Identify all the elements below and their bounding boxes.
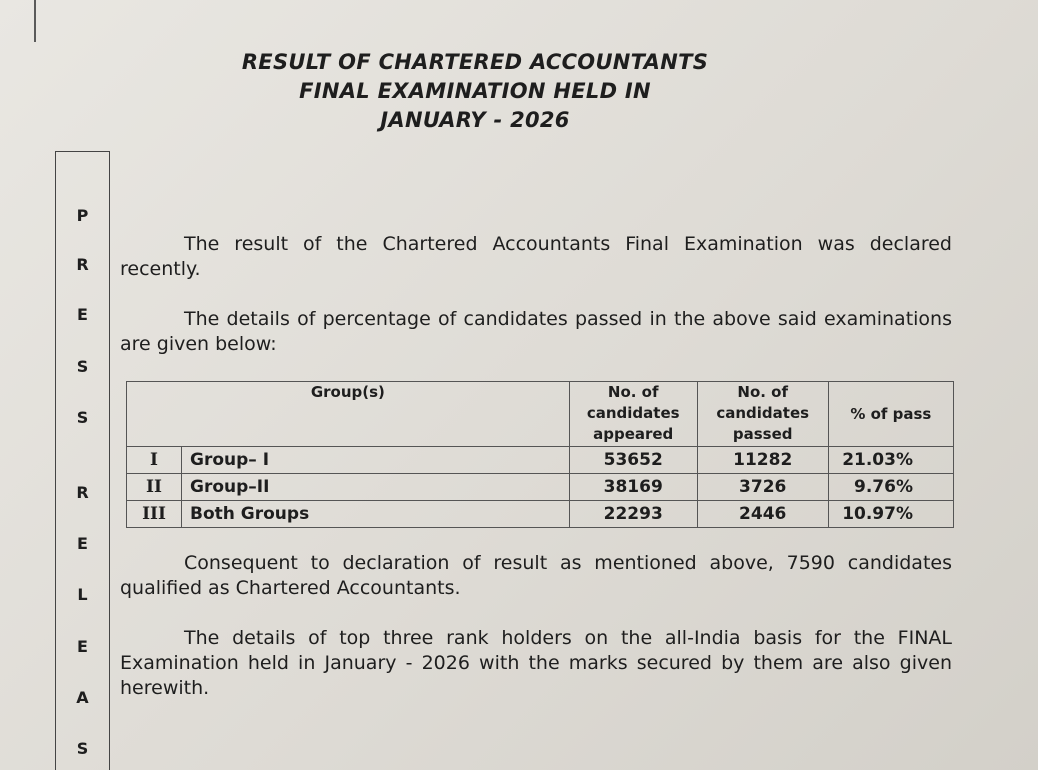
row-appeared: 53652 <box>569 447 697 474</box>
paragraph-text: The details of top three rank holders on the all-India basis for the FINAL Examination held in January - 2026 with the marks secured by them are also given herewith. <box>120 627 952 699</box>
title-line-2: FINAL EXAMINATION HELD IN <box>299 79 651 103</box>
paragraph-result-declared <box>120 232 952 282</box>
results-table <box>126 381 954 528</box>
sidebar-letter: E <box>77 534 88 553</box>
margin-mark <box>34 0 36 42</box>
press-release-sidebar <box>55 151 110 770</box>
sidebar-letter: R <box>76 255 89 274</box>
paragraph-text: Consequent to declaration of result as mentioned above, 7590 candidates qualified as Chartered Accountants. <box>120 552 952 599</box>
sidebar-letter: S <box>76 357 89 376</box>
table-row <box>127 474 954 501</box>
row-number: I <box>127 447 182 474</box>
row-pass-percentage: 9.76% <box>828 474 953 501</box>
header-groups: Group(s) <box>127 382 570 447</box>
sidebar-letter: S <box>76 408 89 427</box>
title-line-3: JANUARY - 2026 <box>380 108 570 132</box>
sidebar-letter: E <box>77 305 88 324</box>
header-pass-percentage: % of pass <box>828 382 953 447</box>
paragraph-qualified <box>120 551 952 601</box>
title-line-1: RESULT OF CHARTERED ACCOUNTANTS <box>241 50 709 74</box>
header-appeared: No. of candidates appeared <box>569 382 697 447</box>
paragraph-rank-holders <box>120 626 952 701</box>
row-number: II <box>127 474 182 501</box>
row-passed: 11282 <box>697 447 828 474</box>
row-group-name: Group– I <box>182 447 570 474</box>
row-pass-percentage: 21.03% <box>828 447 953 474</box>
table-row <box>127 501 954 528</box>
row-group-name: Both Groups <box>182 501 570 528</box>
document-title <box>200 48 750 135</box>
sidebar-letter: L <box>77 585 88 604</box>
row-passed: 3726 <box>697 474 828 501</box>
table-row <box>127 447 954 474</box>
row-group-name: Group–II <box>182 474 570 501</box>
row-appeared: 22293 <box>569 501 697 528</box>
header-passed: No. of candidates passed <box>697 382 828 447</box>
sidebar-letter: A <box>76 688 89 707</box>
table-header-row <box>127 382 954 447</box>
row-number: III <box>127 501 182 528</box>
sidebar-letter: P <box>76 206 89 225</box>
row-pass-percentage: 10.97% <box>828 501 953 528</box>
paragraph-details-intro <box>120 307 952 357</box>
sidebar-letter: S <box>76 739 89 758</box>
paragraph-text: The details of percentage of candidates passed in the above said examinations are given below: <box>120 308 952 355</box>
sidebar-letter: E <box>77 637 88 656</box>
row-passed: 2446 <box>697 501 828 528</box>
sidebar-letter: R <box>76 483 89 502</box>
paragraph-text: The result of the Chartered Accountants Final Examination was declared recently. <box>120 233 952 280</box>
row-appeared: 38169 <box>569 474 697 501</box>
